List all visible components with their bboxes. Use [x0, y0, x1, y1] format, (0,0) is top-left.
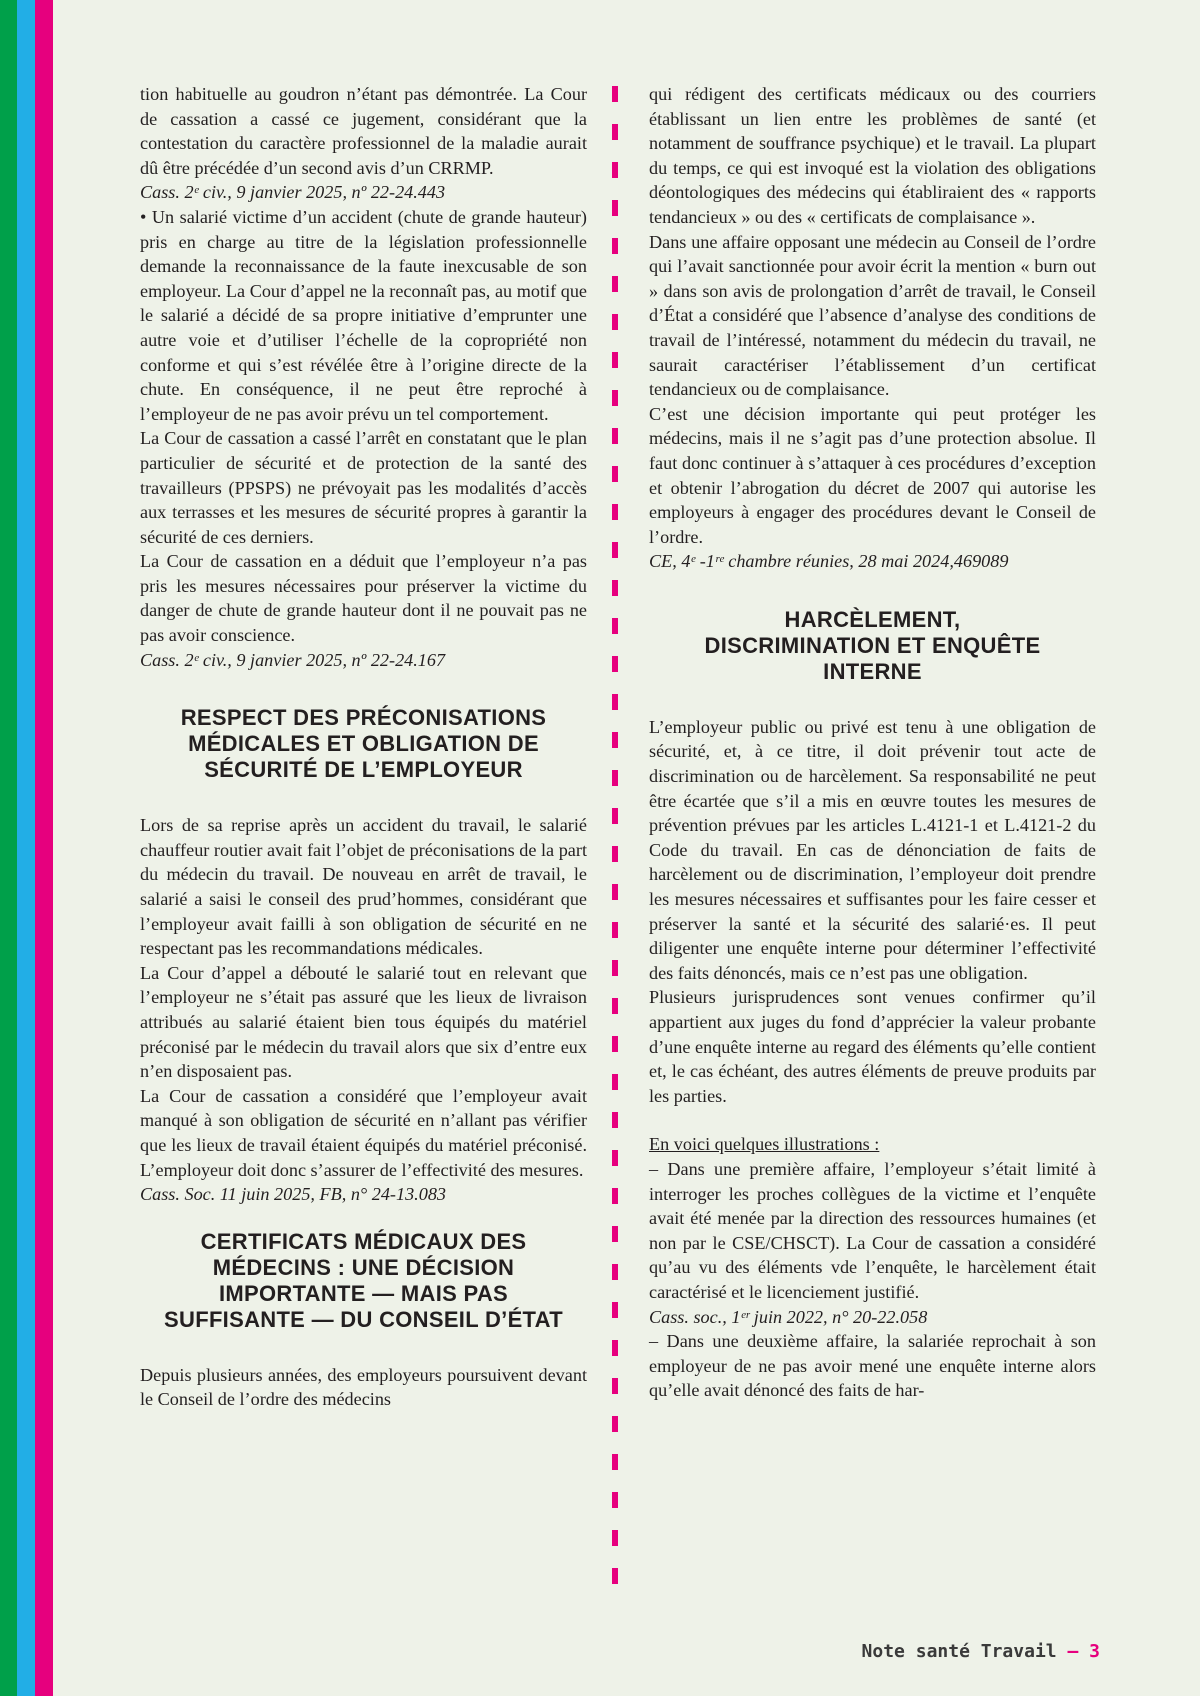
page-number: 3: [1089, 1641, 1100, 1662]
section-heading: CERTIFICATS MÉDICAUX DES MÉDECINS : UNE DÉCISION IMPORTANTE — MAIS PAS SUFFISANTE — DU CONSEIL D’ÉTAT: [164, 1228, 563, 1332]
citation: Cass. 2ᵉ civ., 9 janvier 2025, nº 22-24.443: [140, 182, 446, 203]
section-heading: RESPECT DES PRÉCONISATIONS MÉDICALES ET OBLIGATION DE SÉCURITÉ DE L’EMPLOYEUR: [180, 705, 547, 783]
left-column: [140, 82, 587, 1412]
paragraph: Lors de sa reprise après un accident du travail, le salarié chauffeur routier avait fait l’objet de préconisations de la part du médecin du travail. De nouveau en arrêt de travail, le salarié a saisi le conseil des prud’hommes, considérant que l’employeur avait failli à son obligation de sécurité en ne respectant pas les recommandations médicales.: [140, 815, 587, 959]
citation: Cass. 2ᵉ civ., 9 janvier 2025, nº 22-24.167: [140, 649, 446, 670]
pink-stripe: [35, 0, 53, 1696]
citation: Cass. soc., 1ᵉʳ juin 2022, n° 20-22.058: [649, 1306, 928, 1327]
paragraph: La Cour de cassation en a déduit que l’employeur n’a pas pris les mesures nécessaires pour préserver la victime du danger de chute de grande hauteur dont il ne pouvait pas ne pas avoir conscience.: [140, 551, 587, 646]
citation: Cass. Soc. 11 juin 2025, FB, n° 24-13.083: [140, 1184, 447, 1205]
right-column: [649, 82, 1096, 1403]
paragraph: L’employeur public ou privé est tenu à une obligation de sécurité, et, à ce titre, il doit prévenir tout acte de discrimination ou de harcèlement. Sa responsabilité ne peut être écartée que s’il a mis en œuvre toutes les mesures de prévention prévues par les articles L.4121-1 et L.4121-2 du Code du travail. En cas de dénonciation de faits de harcèlement ou de discrimination, l’employeur doit prendre les mesures nécessaires et suffisantes pour les faire cesser et préserver la santé et la sécurité des salarié·es. Il peut diligenter une enquête interne pour déterminer l’effectivité des faits dénoncés, mais ce n’est pas une obligation.: [649, 716, 1096, 983]
subheading: En voici quelques illustrations :: [649, 1134, 880, 1155]
paragraph: Dans une affaire opposant une médecin au Conseil de l’ordre qui l’avait sanctionnée pour avoir écrit la mention « burn out » dans son avis de prolongation d’arrêt de travail, le Conseil d’État a considéré que l’absence d’analyse des conditions de travail de l’intéressé, notamment du médecin du travail, ne saurait caractériser l’établissement d’un certificat tendancieux ou de complaisance.: [649, 231, 1096, 400]
paragraph: C’est une décision importante qui peut protéger les médecins, mais il ne s’agit pas d’une protection absolue. Il faut donc continuer à s’attaquer à ces procédures d’exception et obtenir l’abrogation du décret de 2007 qui autorise les employeurs à engager des procédures devant le Conseil de l’ordre.: [649, 403, 1096, 547]
footer-separator: —: [1067, 1641, 1079, 1662]
paragraph: La Cour d’appel a débouté le salarié tout en relevant que l’employeur ne s’était pas assuré que les lieux de livraison attribués au salarié étaient bien tous équipés du matériel préconisé par le médecin du travail alors que six d’entre eux n’en disposaient pas.: [140, 962, 587, 1082]
dashed-divider: [612, 86, 618, 1596]
paragraph: Depuis plusieurs années, des employeurs poursuivent devant le Conseil de l’ordre des médecins: [140, 1364, 587, 1410]
green-stripe: [0, 0, 17, 1696]
paragraph: tion habituelle au goudron n’étant pas démontrée. La Cour de cassation a cassé ce jugement, considérant que la contestation du caractère professionnel de la maladie aurait dû être précédée d’un second avis d’un CRRMP.: [140, 84, 587, 178]
paragraph: La Cour de cassation a cassé l’arrêt en constatant que le plan particulier de sécurité et de protection de la santé des travailleurs (PPSPS) ne prévoyait pas les modalités d’accès aux terrasses et les mesures de sécurité propres à garantir la sécurité de ces derniers.: [140, 428, 587, 547]
paragraph: qui rédigent des certificats médicaux ou des courriers établissant un lien entre les problèmes de santé (et notamment de souffrance psychique) et le travail. La plupart du temps, ce qui est invoqué est la violation des obligations déontologiques des médecins qui établiraient des « rapports tendancieux » ou des « certificats de complaisance ».: [649, 84, 1096, 227]
paragraph: • Un salarié victime d’un accident (chute de grande hauteur) pris en charge au titre de la législation professionnelle demande la reconnaissance de la faute inexcusable de son employeur. La Cour d’appel ne la reconnaît pas, au motif que le salarié a décidé de sa propre initiative d’emprunter une autre voie et d’utiliser l’échelle de la copropriété non conforme et qui s’est révélée être à l’origine directe de la chute. En conséquence, il ne peut être reproché à l’employeur de ne pas avoir prévu un tel comportement.: [140, 206, 587, 424]
paragraph: – Dans une deuxième affaire, la salariée reprochait à son employeur de ne pas avoir mené une enquête interne alors qu’elle avait dénoncé des faits de har-: [649, 1331, 1096, 1401]
section-heading: HARCÈLEMENT, DISCRIMINATION ET ENQUÊTE INTERNE: [704, 606, 1041, 684]
paragraph: Plusieurs jurisprudences sont venues confirmer qu’il appartient aux juges du fond d’apprécier la valeur probante d’une enquête interne au regard des éléments qu’elle contient et, le cas échéant, des autres éléments de preuve produits par les parties.: [649, 987, 1096, 1106]
page-footer: [862, 1641, 1100, 1662]
blue-stripe: [17, 0, 35, 1696]
citation: CE, 4ᵉ -1ʳᵉ chambre réunies, 28 mai 2024,469089: [649, 551, 1009, 572]
paragraph: – Dans une première affaire, l’employeur s’était limité à interroger les proches collègues de la victime et l’enquête avait été menée par la direction des ressources humaines (et non par le CSE/CHSCT). La Cour de cassation a considéré qu’au vu des éléments vde l’enquête, le harcèlement était caractérisé et le licenciement justifié.: [649, 1158, 1096, 1302]
paragraph: La Cour de cassation a considéré que l’employeur avait manqué à son obligation de sécurité en n’allant pas vérifier que les lieux de travail étaient équipés du matériel préconisé. L’employeur doit donc s’assurer de l’effectivité des mesures.: [140, 1085, 587, 1180]
publication-title: Note santé Travail: [861, 1641, 1057, 1662]
